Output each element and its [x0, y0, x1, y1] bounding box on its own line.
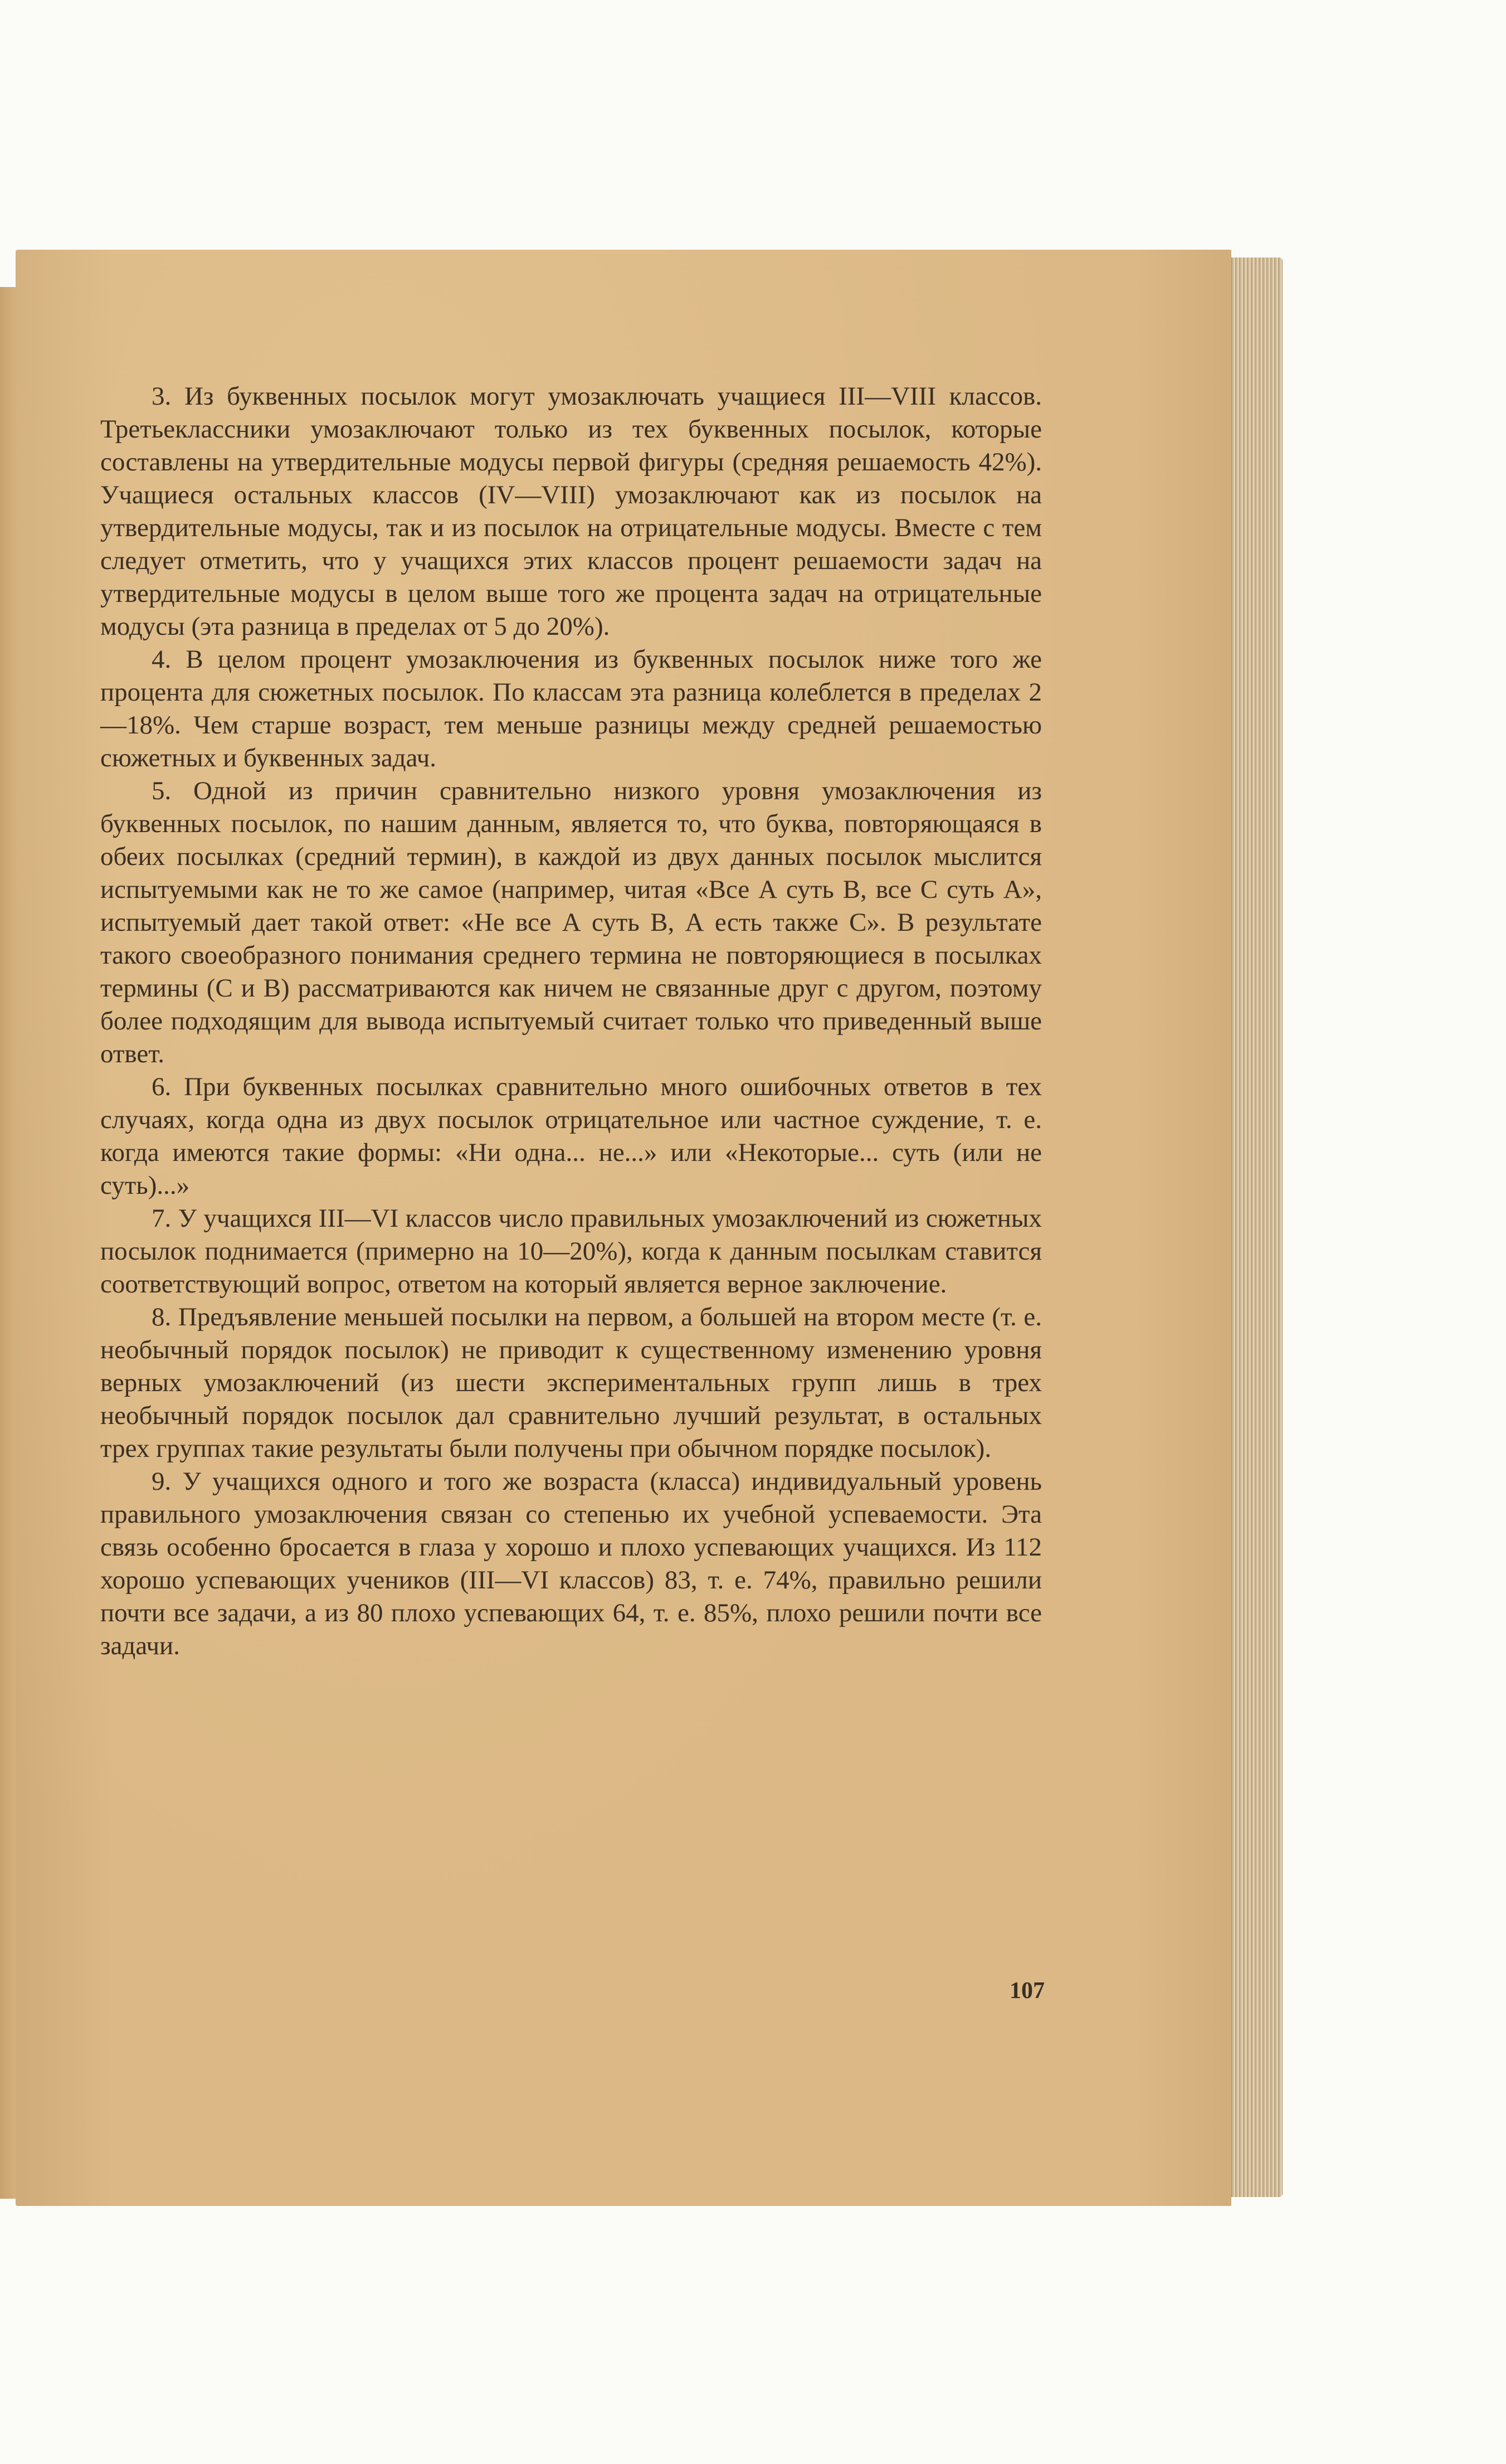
paragraph-8: 8. Предъявление меньшей посылки на первом, а большей на втором месте (т. е. необычный порядок посылок) не приводит к существенному изменению уровня верных умозаключений (из шести экспериментальных групп лишь в трех необычный порядок посылок дал сравнительно лучший результат, в остальных трех группах такие результаты были получены при обычном порядке посылок). — [100, 1303, 1042, 1463]
paragraph-9: 9. У учащихся одного и того же возраста (класса) индивидуальный уровень правильного умозаключения связан со степенью их учебной успеваемости. Эта связь особенно бросается в глаза у хорошо и плохо успевающих учащихся. Из 112 хорошо успевающих учеников (III—VI классов) 83, т. е. 74%, правильно решили почти все задачи, а из 80 плохо успевающих 64, т. е. 85%, плохо решили почти все задачи. — [100, 1467, 1042, 1660]
paragraph-6: 6. При буквенных посылках сравнительно много ошибочных ответов в тех случаях, когда одна из двух посылок отрицательное или частное суждение, т. е. когда имеются такие формы: «Ни одна... не...» или «Некоторые... суть (или не суть)...» — [100, 1072, 1042, 1200]
page-number: 107 — [1010, 1978, 1045, 2004]
body-text — [100, 380, 1042, 1663]
paragraph-5: 5. Одной из причин сравнительно низкого уровня умозаключения из буквенных посылок, по нашим данным, является то, что буква, повторяющаяся в обеих посылках (средний термин), в каждой из двух данных посылок мыслится испытуемыми как не то же самое (например, читая «Все А суть В, все С суть А», испытуемый дает такой ответ: «Не все А суть В, А есть также С». В результате такого своеобразного понимания среднего термина не повторяющиеся в посылках термины (С и В) рассматриваются как ничем не связанные друг с другом, поэтому более подходящим для вывода испытуемый считает только что приведенный выше ответ. — [100, 776, 1042, 1068]
paragraph-7: 7. У учащихся III—VI классов число правильных умозаключений из сюжетных посылок поднимается (примерно на 10—20%), когда к данным посылкам ставится соответствующий вопрос, ответом на который является верное заключение. — [100, 1204, 1042, 1299]
paragraph-4: 4. В целом процент умозаключения из буквенных посылок ниже того же процента для сюжетных посылок. По классам эта разница колеблется в пределах 2—18%. Чем старше возраст, тем меньше разницы между средней решаемостью сюжетных и буквенных задач. — [100, 645, 1042, 772]
paragraph-3: 3. Из буквенных посылок могут умозаключать учащиеся III—VIII классов. Третьеклассники умозаключают только из тех буквенных посылок, которые составлены на утвердительные модусы первой фигуры (средняя решаемость 42%). Учащиеся остальных классов (IV—VIII) умозаключают как из посылок на утвердительные модусы, так и из посылок на отрицательные модусы. Вместе с тем следует отметить, что у учащихся этих классов процент решаемости задач на утвердительные модусы в целом выше того же процента задач на отрицательные модусы (эта разница в пределах от 5 до 20%). — [100, 382, 1042, 641]
